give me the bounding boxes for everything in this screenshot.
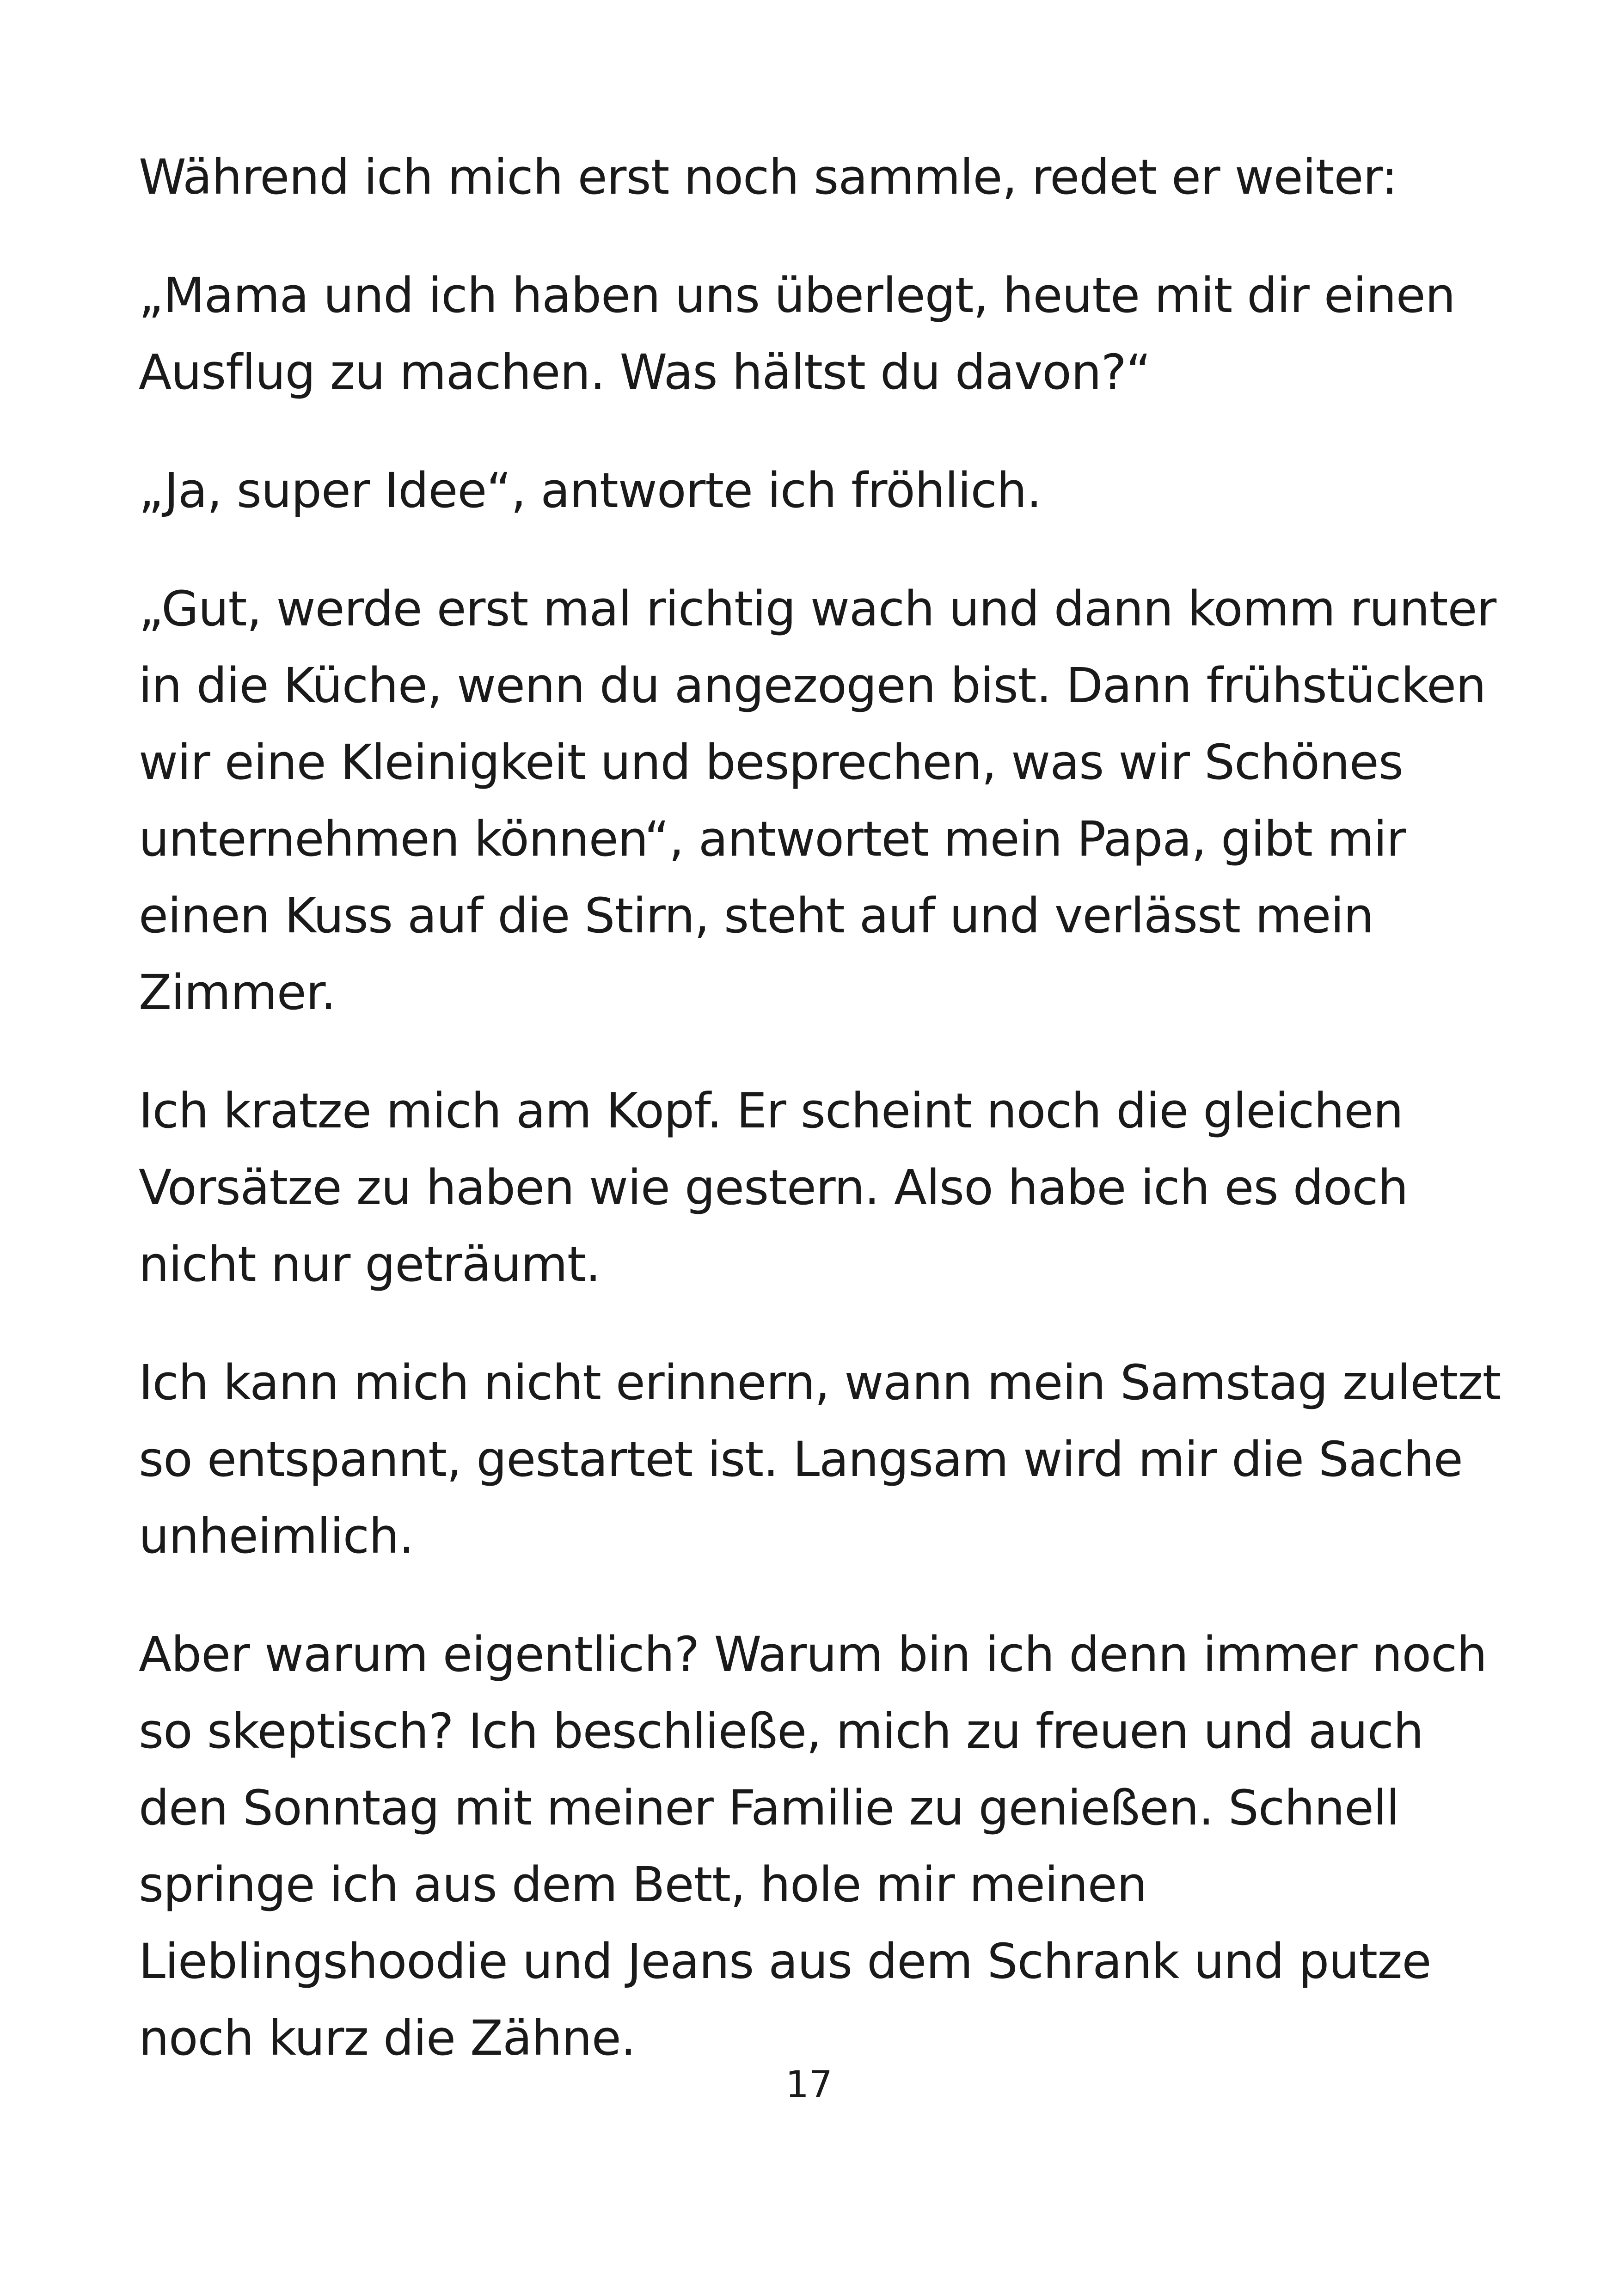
paragraph: „Mama und ich haben uns überlegt, heute mit dir einen Ausflug zu machen. Was hältst du davon?“ <box>139 267 1455 400</box>
body-text <box>139 139 1507 2118</box>
paragraph: Während ich mich erst noch sammle, redet er weiter: <box>139 149 1397 205</box>
paragraph: Ich kann mich nicht erinnern, wann mein Samstag zuletzt so entspannt, gestartet ist. Langsam wird mir die Sache unheimlich. <box>139 1354 1501 1564</box>
paragraph: „Gut, werde erst mal richtig wach und dann komm runter in die Küche, wenn du angezogen bist. Dann frühstücken wir eine Kleinigkeit und besprechen, was wir Schönes unternehmen können“, antwortet mein Papa, gibt mir einen Kuss auf die Stirn, steht auf und verlässt mein Zimmer. <box>139 581 1496 1021</box>
page-number: 17 <box>785 2063 833 2106</box>
paragraph: Ich kratze mich am Kopf. Er scheint noch die gleichen Vorsätze zu haben wie gestern. Also habe ich es doch nicht nur geträumt. <box>139 1083 1408 1292</box>
paragraph: „Ja, super Idee“, antworte ich fröhlich. <box>139 462 1042 519</box>
paragraph: Aber warum eigentlich? Warum bin ich denn immer noch so skeptisch? Ich beschließe, mich zu freuen und auch den Sonntag mit meiner Familie zu genießen. Schnell springe ich aus dem Bett, hole mir meinen Lieblingshoodie und Jeans aus dem Schrank und putze noch kurz die Zähne. <box>139 1626 1487 2066</box>
